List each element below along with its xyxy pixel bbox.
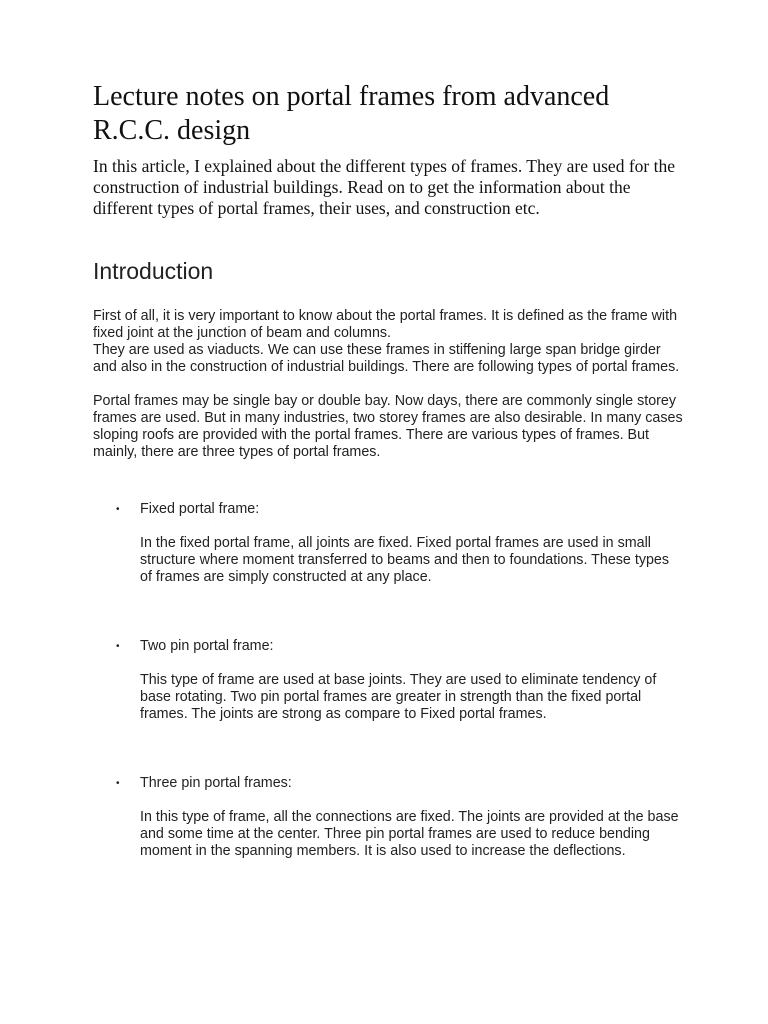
list-item-label: Fixed portal frame:: [140, 501, 260, 517]
bullet-icon: •: [116, 778, 120, 789]
bullet-icon: •: [116, 504, 120, 515]
lede-paragraph: In this article, I explained about the different types of frames. They are used for the construction of industrial buildings. Read on to get the information about the different types of portal frames, their uses, and construction etc.: [93, 156, 675, 218]
list-item-fixed-portal-frame: [93, 501, 683, 586]
intro-paragraph-2: They are used as viaducts. We can use these frames in stiffening large span bridge girder and also in the construction of industrial buildings. There are following types of portal frames.: [93, 342, 680, 375]
list-item-body: In this type of frame, all the connections are fixed. The joints are provided at the base and some time at the center. Three pin portal frames are used to reduce bending moment in the spanning members. It is also used to increase the deflections.: [140, 809, 679, 859]
list-item-label: Three pin portal frames:: [140, 775, 292, 791]
intro-paragraph-1: First of all, it is very important to know about the portal frames. It is defined as the frame with fixed joint at the junction of beam and columns.: [93, 308, 678, 341]
list-item-two-pin-portal-frame: [93, 638, 683, 723]
document-title: Lecture notes on portal frames from advanced R.C.C. design: [93, 81, 610, 146]
list-item-body: In the fixed portal frame, all joints are fixed. Fixed portal frames are used in small structure where moment transferred to beams and then to foundations. These types of frames are simply constructed at any place.: [140, 535, 670, 585]
intro-paragraph-3: Portal frames may be single bay or double bay. Now days, there are commonly single storey frames are used. But in many industries, two storey frames are also desirable. In many cases sloping roofs are provided with the portal frames. There are various types of frames. But mainly, there are three types of portal frames.: [93, 393, 683, 460]
list-item-label: Two pin portal frame:: [140, 638, 274, 654]
list-item-body: This type of frame are used at base joints. They are used to eliminate tendency of base rotating. Two pin portal frames are greater in strength than the fixed portal frames. The joints are strong as compare to Fixed portal frames.: [140, 672, 657, 722]
frame-types-list: [93, 501, 683, 860]
list-item-three-pin-portal-frames: [93, 775, 683, 860]
document-page: [93, 80, 683, 860]
introduction-heading: Introduction: [93, 258, 214, 284]
bullet-icon: •: [116, 641, 120, 652]
